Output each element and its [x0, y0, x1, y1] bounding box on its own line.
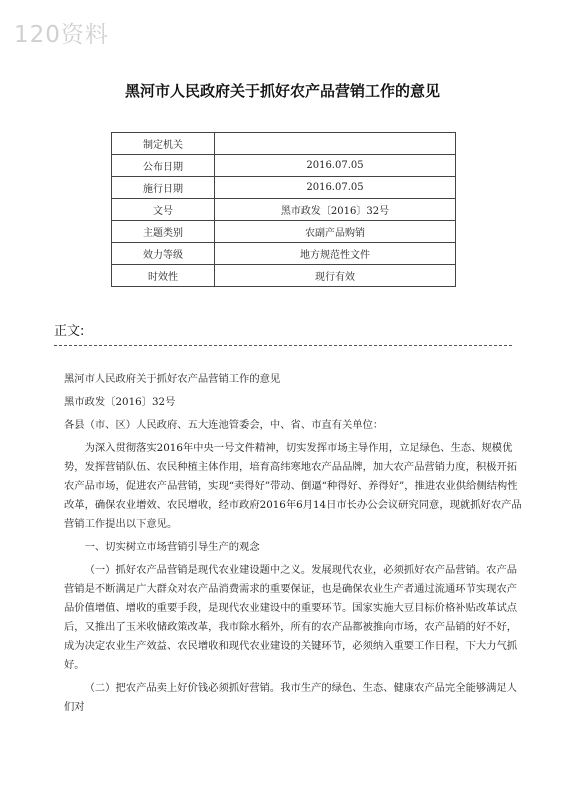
metadata-value [215, 133, 456, 155]
metadata-value: 地方规范性文件 [215, 243, 456, 265]
page-title: 黑河市人民政府关于抓好农产品营销工作的意见 [124, 82, 440, 100]
doc-number: 黑市政发〔2016〕32号 [64, 396, 176, 408]
metadata-label: 时效性 [112, 265, 215, 287]
doc-title: 黑河市人民政府关于抓好农产品营销工作的意见 [64, 373, 281, 385]
watermark-logo: 120资料 [14, 22, 109, 48]
addressee: 各县（市、区）人民政府、五大连池管委会，中、省、市直有关单位： [64, 419, 384, 431]
intro-paragraph: 为深入贯彻落实2016年中央一号文件精神，切实发挥市场主导作用，立足绿色、生态、规模优势，发挥营销队伍、农民种植主体作用，培育高纬寒地农产品品牌，加大农产品营销力度，积极开拓农产品市场，促进农产品营销，实现“卖得好”带动、倒逼“种得好、养得好”，推进农业供给侧结构性改革，确保农业增效、农民增收，经市政府2016年6月14日市长办公会议研究同意，现就抓好农产品营销工作提出以下意见。 [64, 442, 522, 530]
metadata-value: 农副产品购销 [215, 221, 456, 243]
metadata-value: 黑市政发〔2016〕32号 [215, 199, 456, 221]
metadata-row [112, 133, 456, 155]
metadata-label: 制定机关 [112, 133, 215, 155]
paragraph-2: （二）把农产品卖上好价钱必须抓好营销。我市生产的绿色、生态、健康农产品完全能够满足人们对 [64, 682, 518, 713]
metadata-row [112, 199, 456, 221]
metadata-row [112, 221, 456, 243]
metadata-label: 施行日期 [112, 177, 215, 199]
metadata-table [111, 132, 456, 287]
metadata-label: 公布日期 [112, 155, 215, 177]
metadata-row [112, 243, 456, 265]
body-label: 正文: [54, 324, 85, 339]
metadata-row [112, 155, 456, 177]
metadata-row [112, 265, 456, 287]
paragraph-1: （一）抓好农产品营销是现代农业建设题中之义。发展现代农业，必须抓好农产品营销。农产品营销是不断满足广大群众对农产品消费需求的重要保证，也是确保农业生产者通过流通环节实现农产品价值增值、增收的重要手段，是现代农业建设中的重要环节。国家实施大豆目标价格补贴改革试点后，又推出了玉米收储政策改革，我市除水稻外，所有的农产品都被推向市场，农产品销的好不好，成为决定农业生产效益、农民增收和现代农业建设的关键环节，必须纳入重要工作日程，下大力气抓好。 [64, 564, 518, 671]
metadata-label: 主题类别 [112, 221, 215, 243]
metadata-value: 现行有效 [215, 265, 456, 287]
metadata-label: 效力等级 [112, 243, 215, 265]
metadata-row [112, 177, 456, 199]
section-heading: 一、切实树立市场营销引导生产的观念 [84, 541, 260, 553]
dashed-divider [54, 345, 512, 346]
metadata-value: 2016.07.05 [215, 155, 456, 177]
document-body [64, 370, 524, 717]
metadata-value: 2016.07.05 [215, 177, 456, 199]
metadata-label: 文号 [112, 199, 215, 221]
